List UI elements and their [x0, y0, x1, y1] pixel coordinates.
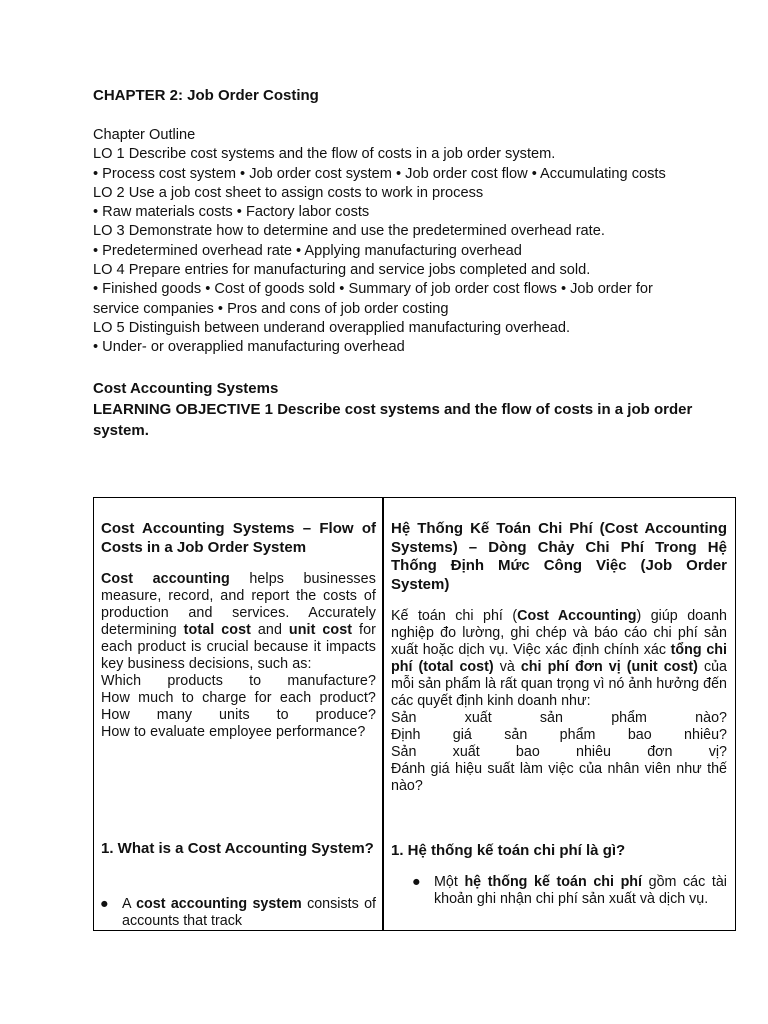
outline-line: Chapter Outline [93, 127, 196, 143]
english-column [94, 498, 384, 930]
question-line: Which products to manufacture? [101, 673, 376, 689]
right-bullet: ● Một hệ thống kế toán chi phí gồm các tài khoản ghi nhận chi phí sản xuất và dịch vụ. [412, 874, 727, 907]
vietnamese-column [384, 498, 734, 930]
bullet-dot-icon: ● [412, 874, 421, 890]
outline-line: LO 1 Describe cost systems and the flow of costs in a job order system. [93, 146, 556, 163]
question-line: Sản xuất bao nhiêu đơn vị? [391, 744, 727, 760]
left-bullet: ● A cost accounting system consists of accounts that track [100, 896, 376, 929]
left-question-heading: 1. What is a Cost Accounting System? [101, 840, 374, 857]
outline-line: • Predetermined overhead rate • Applying manufacturing overhead [93, 242, 522, 259]
section-heading-block [93, 378, 693, 441]
outline-line: • Raw materials costs • Factory labor costs [93, 204, 370, 221]
right-question-heading: 1. Hệ thống kế toán chi phí là gì? [391, 842, 626, 859]
right-title: Hệ Thống Kế Toán Chi Phí (Cost Accounting Systems) – Dòng Chảy Chi Phí Trong Hệ Thống Định Mức Công Việc (Job Order System) [391, 520, 727, 593]
question-line: Đánh giá hiệu suất làm việc của nhân viên như thế nào? [391, 761, 727, 794]
outline-line: LO 2 Use a job cost sheet to assign costs to work in process [93, 184, 484, 201]
outline-line: • Finished goods • Cost of goods sold • Summary of job order cost flows • Job order for service companies • Pros and cons of job order costing [93, 281, 653, 317]
section-heading: Cost Accounting Systems [93, 379, 279, 397]
outline-line: • Under- or overapplied manufacturing overhead [93, 339, 405, 356]
outline-line: LO 4 Prepare entries for manufacturing and service jobs completed and sold. [93, 262, 591, 279]
question-line: How many units to produce? [101, 707, 376, 723]
outline-line: LO 3 Demonstrate how to determine and use the predetermined overhead rate. [93, 223, 605, 240]
chapter-title: CHAPTER 2: Job Order Costing [93, 87, 319, 104]
bilingual-table [93, 497, 736, 931]
question-line: Định giá sản phẩm bao nhiêu? [391, 727, 727, 743]
document-page [93, 86, 693, 441]
left-title: Cost Accounting Systems – Flow of Costs in a Job Order System [101, 520, 376, 556]
bullet-dot-icon: ● [100, 896, 109, 912]
question-line: Sản xuất sản phẩm nào? [391, 710, 727, 726]
left-paragraph: Cost accounting helps businesses measure, record, and report the costs of production and services. Accurately determining total cost and unit cost for each product is crucial because it impacts key business decisions, such as: Which products to manufacture? How much to charge for each product? How many units to produce? How to evaluate employee performance? [101, 571, 376, 740]
learning-objective: LEARNING OBJECTIVE 1 Describe cost systems and the flow of costs in a job order system. [93, 400, 693, 439]
right-paragraph: Kế toán chi phí (Cost Accounting) giúp doanh nghiệp đo lường, ghi chép và báo cáo chi phí sản xuất hoặc dịch vụ. Việc xác định chính xác tổng chi phí (total cost) và chi phí đơn vị (unit cost) của mỗi sản phẩm là rất quan trọng vì nó ảnh hưởng đến các quyết định kinh doanh như: Sản xuất sản phẩm nào? Định giá sản phẩm bao nhiêu? Sản xuất bao nhiêu đơn vị? Đánh giá hiệu suất làm việc của nhân viên như thế nào? [391, 608, 727, 794]
question-line: How much to charge for each product? [101, 690, 376, 706]
outline-line: LO 5 Distinguish between underand overapplied manufacturing overhead. [93, 319, 571, 336]
outline-line: • Process cost system • Job order cost system • Job order cost flow • Accumulating costs [93, 165, 666, 182]
question-line: How to evaluate employee performance? [101, 724, 366, 740]
chapter-outline [93, 126, 693, 358]
